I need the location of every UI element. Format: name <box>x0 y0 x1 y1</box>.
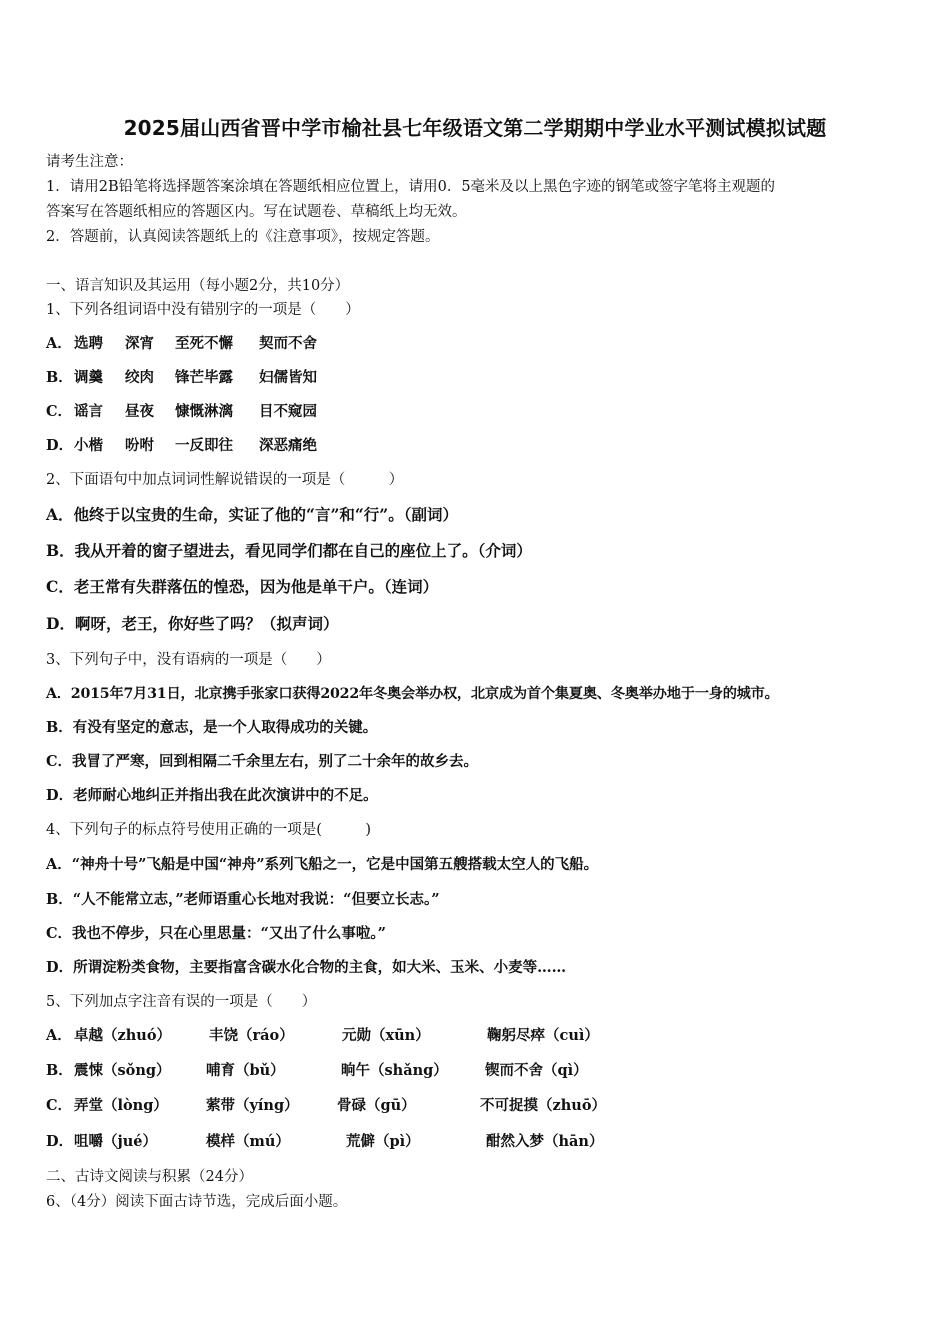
option-word: 哺育（bǔ） <box>206 1062 285 1079</box>
question-3-stem: 3、下列句子中，没有语病的一项是（ ） <box>46 652 331 668</box>
question-3-option-d[interactable]: D．老师耐心地纠正并指出我在此次演讲中的不足。 <box>46 787 378 804</box>
question-1-stem: 1、下列各组词语中没有错别字的一项是（ ） <box>46 302 360 318</box>
question-3-option-c[interactable]: C．我冒了严寒，回到相隔二千余里左右，别了二十余年的故乡去。 <box>46 753 479 770</box>
option-word: 荒僻（pì） <box>346 1133 420 1150</box>
option-word: 咀嚼（jué） <box>74 1133 158 1150</box>
option-word: 目不窥园 <box>259 403 317 420</box>
option-label: D． <box>46 1133 74 1150</box>
section-2-heading: 二、古诗文阅读与积累（24分） <box>46 1169 253 1185</box>
question-4-option-b[interactable]: B．“人不能常立志，”老师语重心长地对我说：“但要立长志。” <box>46 891 440 908</box>
option-word: 谣言 <box>74 403 103 420</box>
option-word: 小楷 <box>74 437 103 454</box>
option-word: 骨碌（gū） <box>337 1097 416 1114</box>
option-label: A． <box>46 335 72 352</box>
option-label: B． <box>46 369 73 386</box>
question-4-option-a[interactable]: A．“神舟十号”飞船是中国“神舟”系列飞船之一，它是中国第五艘搭载太空人的飞船。 <box>46 856 599 873</box>
option-word: 酣然入梦（hān） <box>486 1133 604 1150</box>
option-word: 一反即往 <box>175 437 233 454</box>
option-word: 元勋（xūn） <box>342 1027 430 1044</box>
option-word: 契而不舍 <box>259 335 317 352</box>
question-3-option-b[interactable]: B．有没有坚定的意志，是一个人取得成功的关键。 <box>46 719 378 736</box>
option-label: D． <box>46 437 74 454</box>
option-word: 鞠躬尽瘁（cuì） <box>487 1027 599 1044</box>
page-title: 2025届山西省晋中学市榆社县七年级语文第二学期期中学业水平测试模拟试题 <box>123 116 827 140</box>
option-word: 模样（mú） <box>206 1133 290 1150</box>
notice-line-2: 答案写在答题纸相应的答题区内。写在试题卷、草稿纸上均无效。 <box>46 204 467 220</box>
question-6-stem: 6、（4分）阅读下面古诗节选，完成后面小题。 <box>46 1194 348 1210</box>
option-word: 绞肉 <box>125 369 154 386</box>
option-word: 调羹 <box>74 369 103 386</box>
option-label: A． <box>46 1027 72 1044</box>
question-2-option-c[interactable]: C．老王常有失群落伍的惶恐，因为他是单干户。（连词） <box>46 577 439 596</box>
question-4-stem: 4、下列句子的标点符号使用正确的一项是( ) <box>46 822 372 838</box>
option-word: 萦带（yíng） <box>206 1097 299 1114</box>
question-2-option-a[interactable]: A．他终于以宝贵的生命，实证了他的“言”和“行”。（副词） <box>46 505 458 524</box>
question-2-option-d[interactable]: D．啊呀，老王，你好些了吗？（拟声词） <box>46 614 339 633</box>
option-word: 锋芒毕露 <box>175 369 233 386</box>
option-word: 丰饶（ráo） <box>209 1027 294 1044</box>
notice-line-3: 2．答题前，认真阅读答题纸上的《注意事项》，按规定答题。 <box>46 229 440 245</box>
question-2-stem: 2、下面语句中加点词词性解说错误的一项是（ ） <box>46 472 404 488</box>
question-3-option-a[interactable]: A．2015年7月31日，北京携手张家口获得2022年冬奥会举办权，北京成为首个集夏奥、冬奥举办地于一身的城市。 <box>46 686 779 702</box>
option-word: 锲而不舍（qì） <box>485 1062 588 1079</box>
section-1-heading: 一、语言知识及其运用（每小题2分，共10分） <box>46 278 350 294</box>
option-word: 深恶痛绝 <box>259 437 317 454</box>
option-word: 震悚（sǒng） <box>74 1062 171 1079</box>
option-word: 弄堂（lòng） <box>74 1097 168 1114</box>
option-word: 吩咐 <box>125 437 154 454</box>
option-label: B． <box>46 1062 73 1079</box>
option-word: 至死不懈 <box>175 335 233 352</box>
option-label: C． <box>46 1097 73 1114</box>
question-4-option-c[interactable]: C．我也不停步，只在心里思量：“又出了什么事啦。” <box>46 925 386 942</box>
option-word: 不可捉摸（zhuō） <box>480 1097 606 1114</box>
option-word: 深宵 <box>125 335 154 352</box>
question-2-option-b[interactable]: B．我从开着的窗子望进去，看见同学们都在自己的座位上了。（介词） <box>46 541 532 560</box>
notice-line-1: 1．请用2B铅笔将选择题答案涂填在答题纸相应位置上，请用0．5毫米及以上黑色字迹的钢笔或签字笔将主观题的 <box>46 179 776 195</box>
question-5-stem: 5、下列加点字注音有误的一项是（ ） <box>46 994 317 1010</box>
option-word: 选聘 <box>74 335 103 352</box>
option-word: 慷慨淋漓 <box>175 403 233 420</box>
notice-heading: 请考生注意： <box>46 154 133 170</box>
option-word: 昼夜 <box>125 403 154 420</box>
option-label: C． <box>46 403 73 420</box>
question-4-option-d[interactable]: D．所谓淀粉类食物，主要指富含碳水化合物的主食，如大米、玉米、小麦等…… <box>46 959 567 976</box>
option-word: 卓越（zhuó） <box>74 1027 171 1044</box>
option-word: 晌午（shǎng） <box>341 1062 448 1079</box>
option-word: 妇儒皆知 <box>259 369 317 386</box>
